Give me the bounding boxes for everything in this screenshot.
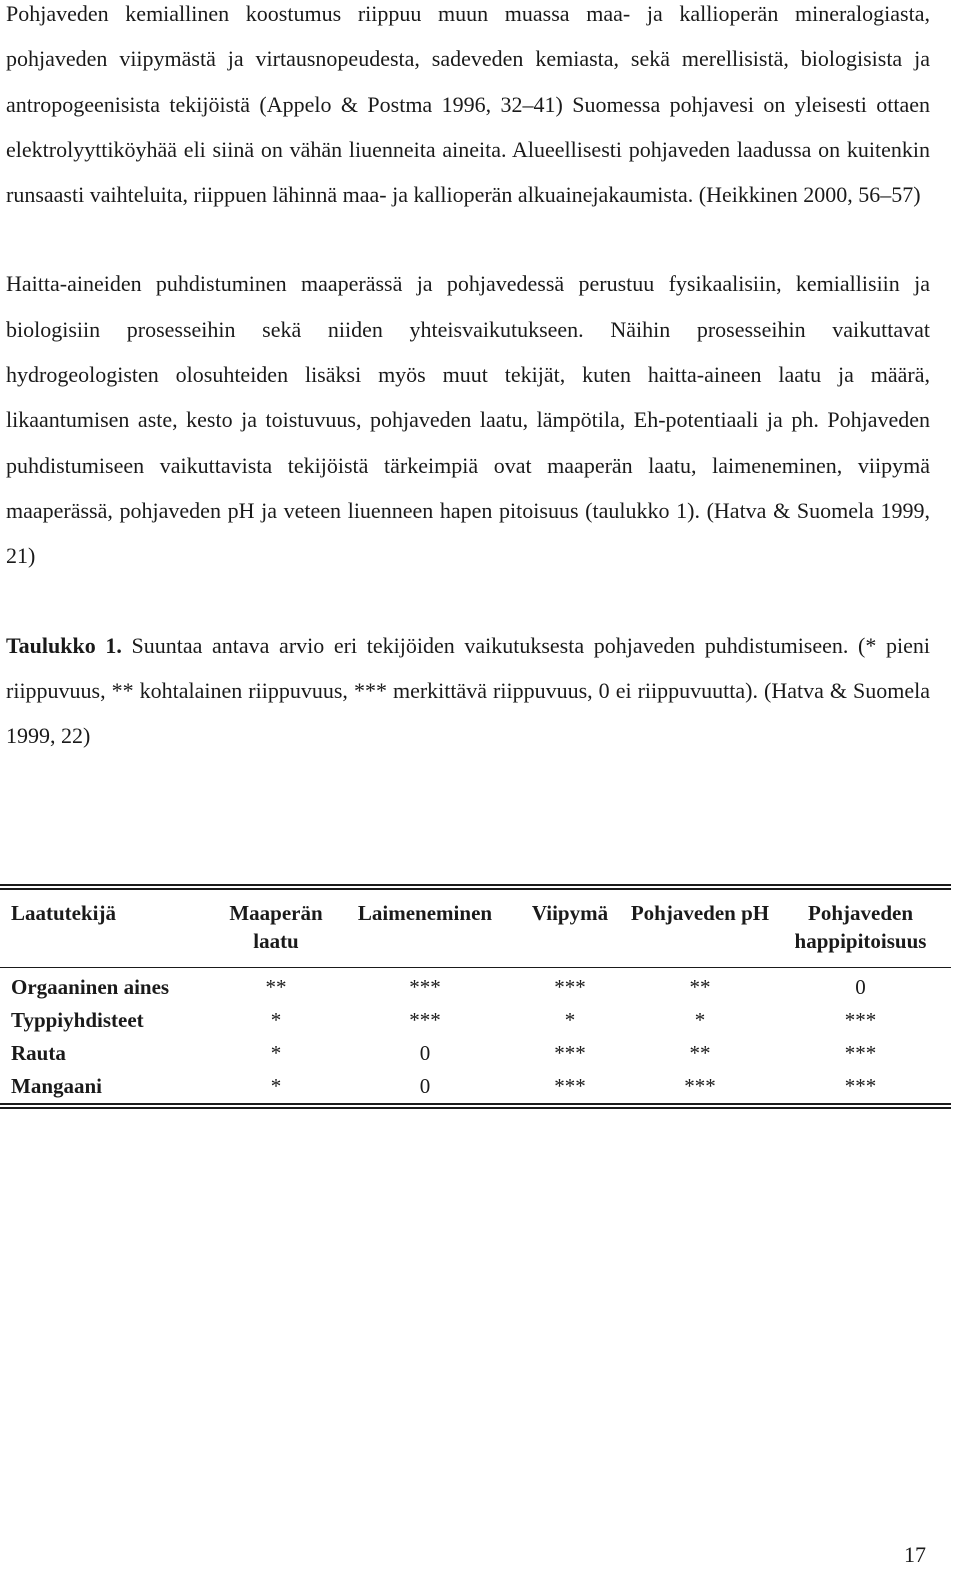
table-cell: **: [689, 975, 711, 999]
row-label: Mangaani: [11, 1074, 103, 1098]
table-row: [0, 968, 951, 1004]
table-cell: 0: [419, 1074, 431, 1098]
table-cell: *: [270, 1041, 282, 1065]
header-cell: Pohjaveden happipitoisuus: [794, 901, 927, 953]
table-cell: ***: [554, 1041, 586, 1065]
table-row: [0, 1004, 951, 1037]
paragraph-groundwater-chemistry: Pohjaveden kemiallinen koostumus riippuu muun muassa maa- ja kallioperän mineralogiasta, pohjaveden viipymästä ja virtausnopeudesta, sadeveden kemiasta, sekä merellisistä, biologisista ja antropogeenisista tekijöistä (Appelo & Postma 1996, 32–41) Suomessa pohjavesi on yleisesti ottaen elektrolyyttiköyhää eli siinä on vähän liuenneita aineita. Alueellisesti pohjaveden laadussa on kuitenkin runsaasti vaihteluita, riippuen lähinnä maa- ja kallioperän alkuainejakaumista. (Heikkinen 2000, 56–57): [6, 1, 930, 208]
table-cell: ***: [844, 1008, 877, 1032]
table-bottom-rule: [0, 1103, 951, 1109]
table-cell: *: [694, 1008, 706, 1032]
table-cell: 0: [855, 975, 866, 999]
table-cell: *: [270, 1008, 282, 1032]
factor-table: [0, 884, 951, 1109]
table-cell: *: [270, 1074, 282, 1098]
table-cell: 0: [419, 1041, 431, 1065]
header-cell: Laimeneminen: [357, 901, 493, 925]
table-row: [0, 1070, 951, 1103]
header-cell: Pohjaveden pH: [630, 901, 770, 925]
table-cell: ***: [554, 975, 586, 999]
document-page: [6, 0, 930, 758]
header-cell: Laatutekijä: [11, 901, 116, 925]
row-label: Rauta: [11, 1041, 66, 1065]
table-caption-text: Suuntaa antava arvio eri tekijöiden vaikutuksesta pohjaveden puhdistumiseen. (* pieni riippuvuus, ** kohtalainen riippuvuus, *** merkittävä riippuvuus, 0 ei riippuvuutta). (Hatva & Suomela 1999, 22): [6, 632, 930, 749]
table-cell: ***: [684, 1074, 716, 1098]
table-header-row: [0, 890, 951, 967]
row-label: Orgaaninen aines: [11, 975, 170, 999]
paragraph-contaminant-purification: Haitta-aineiden puhdistuminen maaperässä ja pohjavedessä perustuu fysikaalisiin, kemiallisiin ja biologisiin prosesseihin sekä niiden yhteisvaikutukseen. Näihin prosesseihin vaikuttavat hydrogeologisten olosuhteiden lisäksi myös muut tekijät, kuten haitta-aineen laatu ja määrä, likaantumisen aste, kesto ja toistuvuus, pohjaveden laatu, lämpötila, Eh-potentiaali ja ph. Pohjaveden puhdistumiseen vaikuttavista tekijöistä tärkeimpiä ovat maaperän laatu, laimeneminen, viipymä maaperässä, pohjaveden pH ja veteen liuenneen hapen pitoisuus (taulukko 1). (Hatva & Suomela 1999, 21): [6, 271, 930, 569]
header-cell: Maaperän laatu: [229, 901, 323, 953]
table-caption: [6, 623, 930, 759]
page-number: 17: [904, 1542, 926, 1567]
row-label: Typpiyhdisteet: [11, 1008, 144, 1032]
table-cell: ***: [409, 1008, 441, 1032]
table-cell: *: [564, 1008, 576, 1032]
table-row: [0, 1037, 951, 1070]
table-cell: ***: [554, 1074, 586, 1098]
table-cell: ***: [409, 975, 441, 999]
table-cell: **: [689, 1041, 711, 1065]
factor-dependency-table: [0, 890, 951, 1103]
table-cell: ***: [844, 1074, 877, 1098]
table-cell: ***: [844, 1041, 877, 1065]
table-cell: **: [265, 975, 287, 999]
header-cell: Viipymä: [531, 901, 609, 925]
table-caption-label: Taulukko 1.: [6, 632, 122, 658]
